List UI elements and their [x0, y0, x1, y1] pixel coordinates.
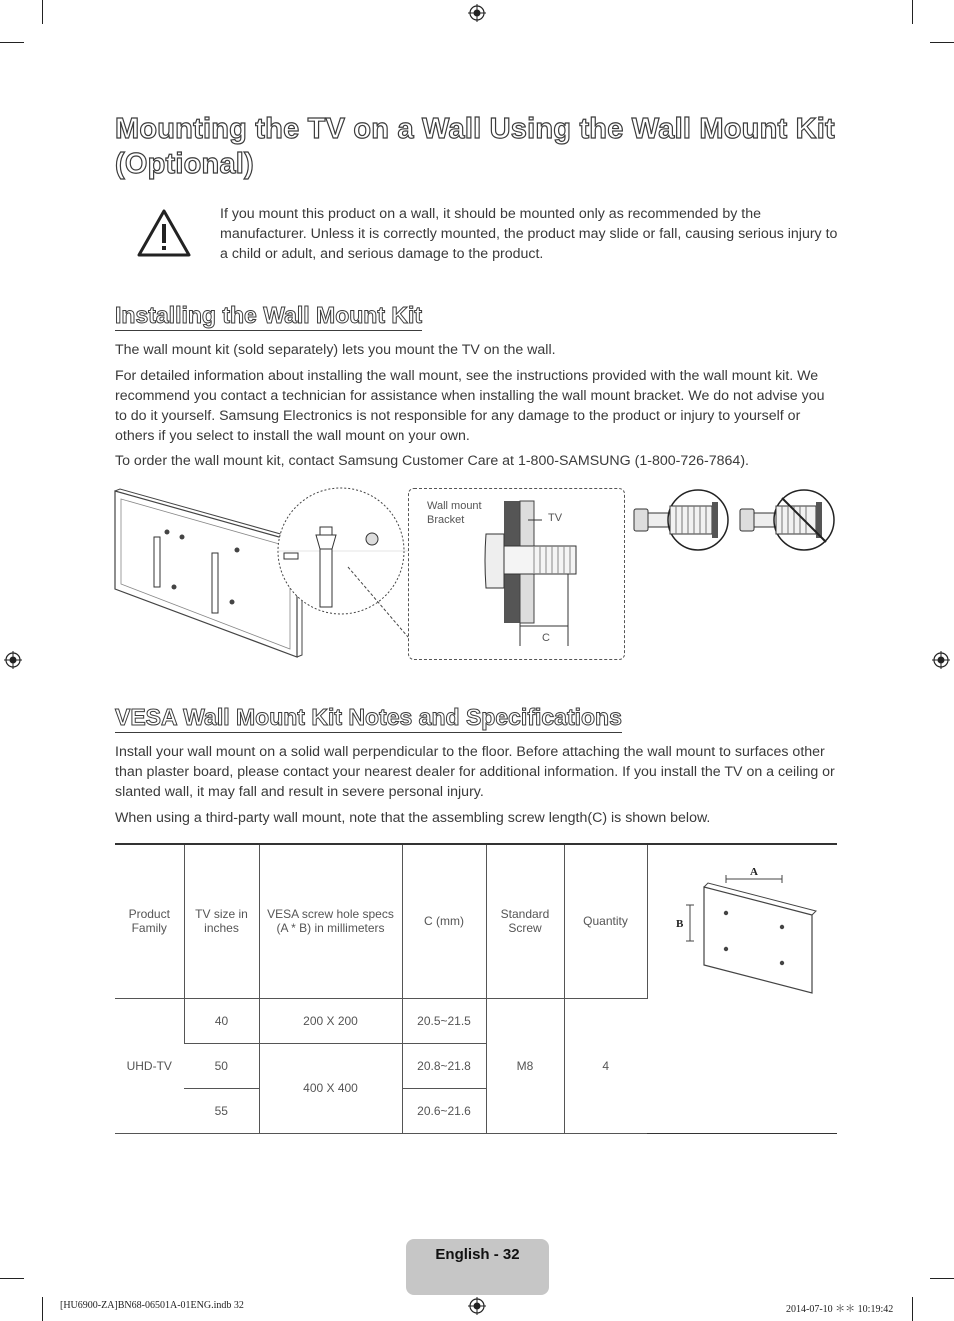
c-value-cell: 20.5~21.5: [402, 998, 486, 1043]
warning-text: If you mount this product on a wall, it should be mounted only as recommended by the manufacturer. Unless it is correctly mounted, the product may slide or fall, causing serious injury to a child or adult, and serious damage to the product.: [220, 206, 838, 262]
quantity-cell: 4: [564, 998, 647, 1133]
vesa-b-label: B: [676, 918, 684, 930]
crop-mark: [42, 1297, 43, 1321]
table-row: [115, 1088, 837, 1133]
vesa-spec-table: [115, 843, 837, 1134]
tv-label: TV: [548, 512, 563, 524]
tv-size-cell: 55: [184, 1088, 259, 1133]
warning-triangle-icon: [136, 207, 192, 259]
product-family-cell: UHD-TV: [115, 998, 184, 1133]
crop-mark: [42, 0, 43, 24]
header-standard-screw: Standard Screw: [486, 844, 564, 998]
vesa-spec-cell: 400 X 400: [259, 1043, 402, 1133]
crop-mark: [912, 1297, 913, 1321]
crop-mark: [930, 42, 954, 43]
crop-mark: [0, 1278, 24, 1279]
registration-mark-icon: [468, 1297, 486, 1315]
wall-mount-label-1: Wall mount: [427, 500, 482, 512]
c-value-cell: 20.8~21.8: [402, 1043, 486, 1088]
vesa-paragraph-2: When using a third-party wall mount, note that the assembling screw length(C) is shown below.: [115, 810, 711, 826]
vesa-hole-diagram: [652, 845, 832, 995]
correct-screw-icon: [632, 488, 732, 554]
installing-paragraph-3: To order the wall mount kit, contact Samsung Customer Care at 1-800-SAMSUNG (1-800-726-7864).: [115, 453, 749, 469]
incorrect-screw-icon: [738, 488, 838, 554]
c-value-cell: 20.6~21.6: [402, 1088, 486, 1133]
print-slug-right: 2014-07-10 ＊＊ 10:19:42: [786, 1304, 894, 1315]
screw-cross-section-illustration: [470, 500, 580, 652]
page-number: English - 32: [435, 1246, 520, 1263]
crop-mark: [0, 42, 24, 43]
print-slug-left: [HU6900-ZA]BN68-06501A-01ENG.indb 32: [60, 1300, 244, 1311]
installing-paragraph-1: The wall mount kit (sold separately) lets you mount the TV on the wall.: [115, 342, 556, 358]
vesa-paragraph-1: Install your wall mount on a solid wall perpendicular to the floor. Before attaching the wall mount to surfaces other than plaster board, please contact your nearest dealer for additional information. If you install the TV on a ceiling or slanted wall, it may fall and result in severe personal injury.: [115, 744, 835, 800]
vesa-spec-cell: 200 X 200: [259, 998, 402, 1043]
registration-mark-icon: [468, 4, 486, 22]
registration-mark-icon: [4, 651, 22, 669]
header-tv-size: TV size in inches: [184, 844, 259, 998]
c-label: C: [542, 632, 550, 644]
tv-size-cell: 50: [184, 1043, 259, 1088]
vesa-diagram-cell: [647, 844, 837, 998]
wall-mount-label-2: Bracket: [427, 514, 465, 526]
crop-mark: [930, 1278, 954, 1279]
installing-heading: Installing the Wall Mount Kit: [115, 301, 422, 331]
page-title: Mounting the TV on a Wall Using the Wall Mount Kit (Optional): [115, 113, 835, 180]
vesa-a-label: A: [750, 866, 759, 878]
header-product-family: Product Family: [115, 844, 184, 998]
header-c: C (mm): [402, 844, 486, 998]
bracket-zoom-illustration: [268, 487, 413, 659]
installing-paragraph-2: For detailed information about installing the wall mount, see the instructions provided with the wall mount kit. We recommend you contact a technician for assistance when installing the wall mount bracket. We do not advise you to do it yourself. Samsung Electronics is not responsible for any damage to the product or injury to yourself or others if you select to install the wall mount on your own.: [115, 368, 825, 444]
header-vesa-spec: VESA screw hole specs (A * B) in millimeters: [259, 844, 402, 998]
header-quantity: Quantity: [564, 844, 647, 998]
table-row: [115, 1043, 837, 1088]
tv-size-cell: 40: [184, 998, 259, 1043]
standard-screw-cell: M8: [486, 998, 564, 1133]
crop-mark: [912, 0, 913, 24]
table-row: [115, 998, 837, 1043]
vesa-heading: VESA Wall Mount Kit Notes and Specifications: [115, 703, 622, 733]
table-header-row: [115, 844, 837, 998]
registration-mark-icon: [932, 651, 950, 669]
